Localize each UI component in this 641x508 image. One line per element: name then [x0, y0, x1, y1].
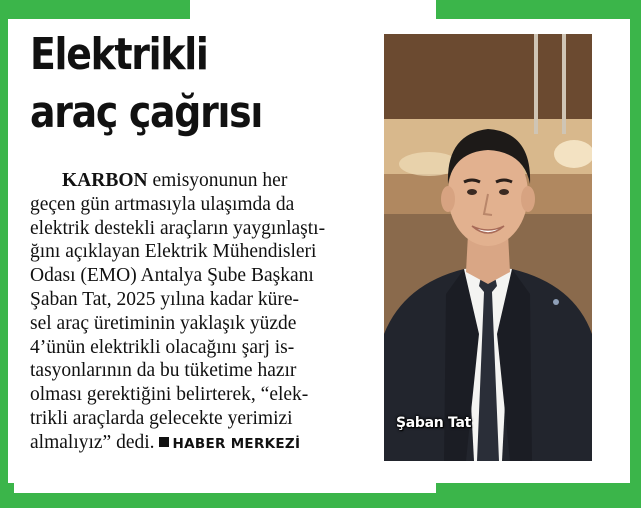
body-line-7: sel araç üretiminin yaklaşık yüzde [30, 312, 297, 334]
headline-line-2: araç çağrısı [30, 87, 263, 138]
byline-square-icon [159, 437, 169, 447]
frame-right-bar [630, 0, 641, 508]
headline-line-1: Elektrikli [30, 29, 208, 80]
body-line-12 [30, 431, 372, 457]
body-line-1 [62, 169, 372, 193]
lead-word: KARBON [62, 170, 148, 191]
frame-left-bar [0, 0, 8, 508]
byline: HABER MERKEZİ [172, 435, 301, 452]
body-line-12-text: almalıyız” dedi. [30, 431, 155, 453]
body-line-2: geçen gün artmasıyla ulaşımda da [30, 193, 295, 215]
body-line-11: trikli araçlarda gelecekte yerimizi [30, 407, 293, 429]
body-line-5: Odası (EMO) Antalya Şube Başkanı [30, 265, 314, 287]
body-line-10: olması gerektiğini belirterek, “elek- [30, 384, 309, 406]
body-line-1-text: emisyonunun her [147, 170, 288, 191]
body-line-6: Şaban Tat, 2025 yılına kadar küre- [30, 288, 300, 310]
frame-top-left-bar [0, 0, 190, 19]
portrait-photo [384, 34, 592, 461]
body-line-9: tasyonlarının da bu tüketime hazır [30, 360, 297, 382]
article-body [30, 169, 372, 457]
frame-bottom-right-bar [436, 483, 641, 508]
frame-bottom-left-bar [0, 483, 14, 508]
body-line-4: ğını açıklayan Elektrik Mühendisleri [30, 241, 317, 263]
portrait-illustration [384, 34, 592, 461]
photo-caption: Şaban Tat [396, 415, 472, 431]
body-line-3: elektrik destekli araçların yaygınlaştı- [30, 217, 326, 239]
frame-top-right-bar [436, 0, 641, 19]
article-headline [30, 26, 322, 142]
body-line-8: 4’ünün elektrikli olacağını şarj is- [30, 336, 295, 358]
